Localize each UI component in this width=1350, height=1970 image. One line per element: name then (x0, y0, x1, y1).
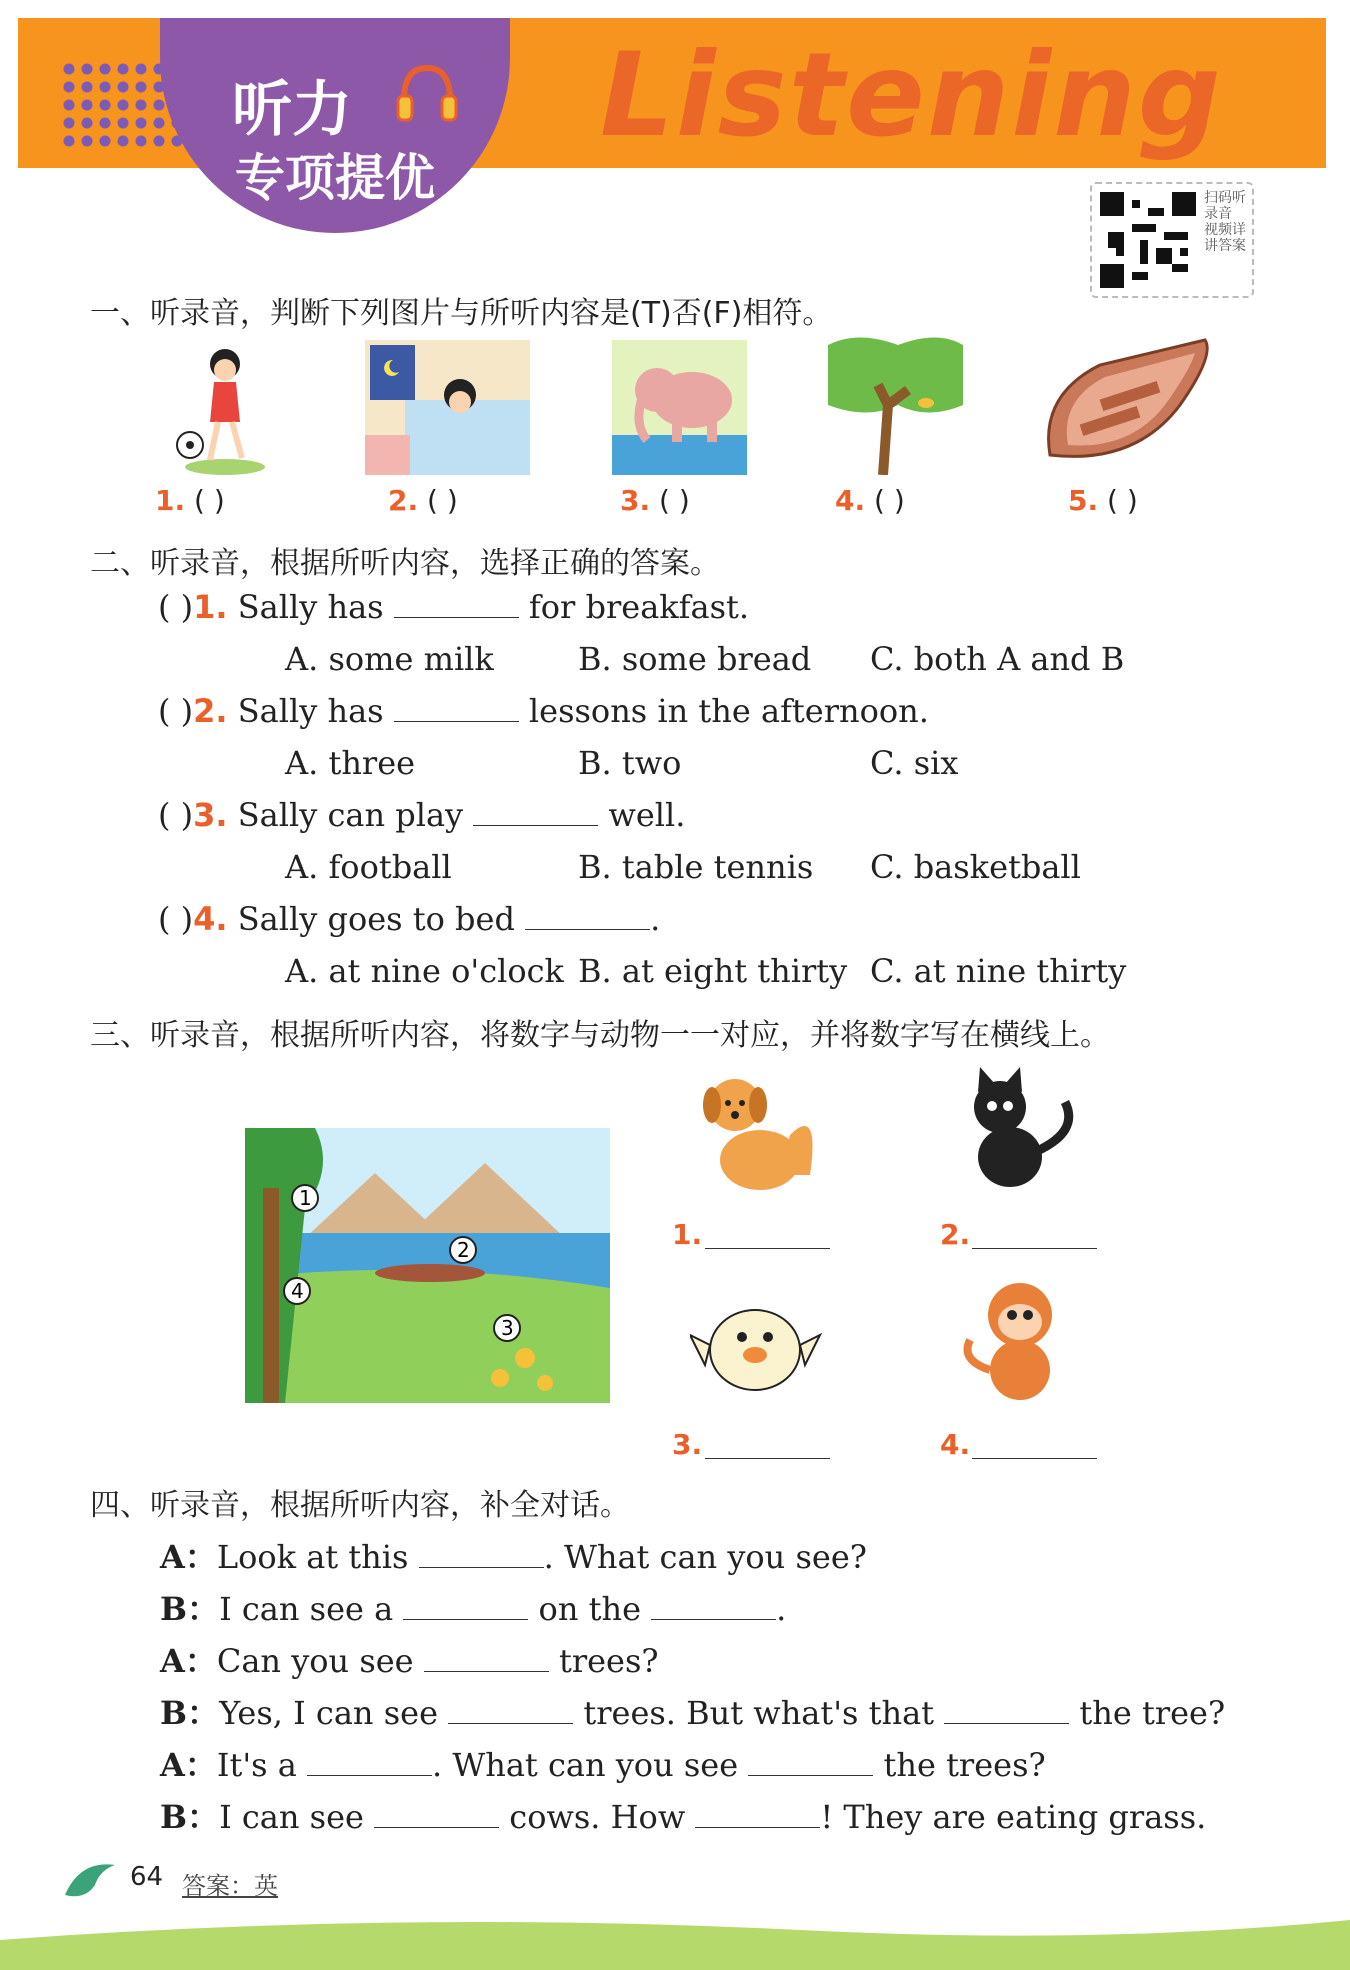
s3-animal-4-num: 4. (940, 1428, 971, 1461)
dialogue-line-6: B：I can see cows. How ! They are eating grass. (160, 1798, 1207, 1836)
dialogue-blank[interactable] (695, 1799, 820, 1828)
section3-heading: 三、听录音，根据所听内容，将数字与动物一一对应，并将数字写在横线上。 (90, 1018, 1110, 1053)
s3-animal-4-blank[interactable] (972, 1458, 1097, 1459)
s2-question-3: ( )3. Sally can play well. (158, 796, 686, 834)
boat-icon (1040, 335, 1215, 470)
s2-q2-option-a[interactable]: A. three (285, 744, 416, 782)
qr-code-icon (1100, 192, 1196, 288)
dialogue-line-5: A：It's a . What can you see the trees? (160, 1746, 1046, 1784)
elephant-icon (612, 340, 747, 475)
qr-caption: 扫码听录音 视频详讲答案 (1204, 190, 1246, 254)
dialogue-blank[interactable] (944, 1695, 1069, 1724)
dolphin-icon (60, 1855, 120, 1905)
s3-animal-2-num: 2. (940, 1218, 971, 1251)
s2-blank-4[interactable] (525, 901, 650, 930)
s2-q2-option-b[interactable]: B. two (578, 744, 682, 782)
dialogue-line-2: B：I can see a on the . (160, 1590, 787, 1628)
s3-animal-2-blank[interactable] (972, 1248, 1097, 1249)
s1-answer-paren-1[interactable]: ( ) (194, 484, 225, 517)
s2-q4-option-c[interactable]: C. at nine thirty (870, 952, 1127, 990)
headphone-icon (392, 58, 462, 128)
s1-item-1: 1. ( ) (155, 484, 225, 517)
s1-answer-paren-4[interactable]: ( ) (874, 484, 905, 517)
s2-answer-paren-2[interactable]: ( ) (158, 692, 194, 730)
footer-label: 答案：英 (182, 1872, 278, 1900)
s2-answer-paren-1[interactable]: ( ) (158, 588, 194, 626)
s1-item-4: 4. ( ) (835, 484, 905, 517)
section1-heading: 一、听录音，判断下列图片与所听内容是(T)否(F)相符。 (90, 296, 833, 331)
s2-q3-option-b[interactable]: B. table tennis (578, 848, 814, 886)
girl-football-icon (170, 342, 270, 477)
s3-animal-1-blank[interactable] (705, 1248, 830, 1249)
scene-marker-2: 2 (457, 1238, 470, 1262)
s2-q4-option-a[interactable]: A. at nine o'clock (285, 952, 564, 990)
monkey-icon (960, 1270, 1080, 1410)
qr-code-box[interactable] (1090, 182, 1254, 298)
dialogue-blank[interactable] (307, 1747, 432, 1776)
dialogue-blank[interactable] (448, 1695, 573, 1724)
dialogue-blank[interactable] (374, 1799, 499, 1828)
s2-q1-option-c[interactable]: C. both A and B (870, 640, 1125, 678)
dialogue-line-3: A：Can you see trees? (160, 1642, 659, 1680)
s2-blank-1[interactable] (394, 589, 519, 618)
s2-q2-option-c[interactable]: C. six (870, 744, 959, 782)
s2-q1-option-b[interactable]: B. some bread (578, 640, 812, 678)
s2-q1-option-a[interactable]: A. some milk (285, 640, 494, 678)
section4-heading: 四、听录音，根据所听内容，补全对话。 (90, 1488, 630, 1523)
footer-wave (0, 1900, 1350, 1970)
dialogue-line-4: B：Yes, I can see trees. But what's that the tree? (160, 1694, 1226, 1732)
dialogue-line-1: A：Look at this . What can you see? (160, 1538, 867, 1576)
dialogue-blank[interactable] (748, 1747, 873, 1776)
s3-animal-3-num: 3. (672, 1428, 703, 1461)
cat-icon (950, 1062, 1085, 1197)
dog-icon (690, 1065, 825, 1200)
scene-picture (245, 1128, 610, 1403)
s2-question-1: ( )1. Sally has for breakfast. (158, 588, 750, 626)
scene-marker-1: 1 (299, 1186, 312, 1210)
dialogue-blank[interactable] (424, 1643, 549, 1672)
girl-in-bed-icon (365, 340, 530, 475)
s2-answer-paren-3[interactable]: ( ) (158, 796, 194, 834)
s2-answer-paren-4[interactable]: ( ) (158, 900, 194, 938)
s2-blank-2[interactable] (394, 693, 519, 722)
s2-q3-option-c[interactable]: C. basketball (870, 848, 1081, 886)
s1-answer-paren-5[interactable]: ( ) (1107, 484, 1138, 517)
scene-marker-3: 3 (501, 1316, 514, 1340)
dialogue-blank[interactable] (419, 1539, 544, 1568)
dialogue-blank[interactable] (403, 1591, 528, 1620)
header-title-cn-1: 听力 (232, 75, 352, 145)
s2-question-4: ( )4. Sally goes to bed . (158, 900, 661, 938)
header-title-cn-2: 专项提优 (235, 149, 435, 207)
s1-answer-paren-3[interactable]: ( ) (659, 484, 690, 517)
scene-marker-4: 4 (291, 1279, 304, 1303)
s1-answer-paren-2[interactable]: ( ) (427, 484, 458, 517)
s2-q4-option-b[interactable]: B. at eight thirty (578, 952, 848, 990)
header-title-en: Listening (600, 28, 1223, 163)
s2-question-2: ( )2. Sally has lessons in the afternoon. (158, 692, 929, 730)
section2-heading: 二、听录音，根据所听内容，选择正确的答案。 (90, 546, 720, 581)
s3-animal-1-num: 1. (672, 1218, 703, 1251)
s1-item-5: 5. ( ) (1068, 484, 1138, 517)
page-number: 64 (130, 1862, 164, 1892)
s1-item-2: 2. ( ) (388, 484, 458, 517)
s1-item-3: 3. ( ) (620, 484, 690, 517)
duck-icon (690, 1275, 825, 1410)
s2-blank-3[interactable] (473, 797, 598, 826)
s2-q3-option-a[interactable]: A. football (285, 848, 452, 886)
dialogue-blank[interactable] (651, 1591, 776, 1620)
tree-bird-icon (828, 335, 963, 475)
s3-animal-3-blank[interactable] (705, 1458, 830, 1459)
